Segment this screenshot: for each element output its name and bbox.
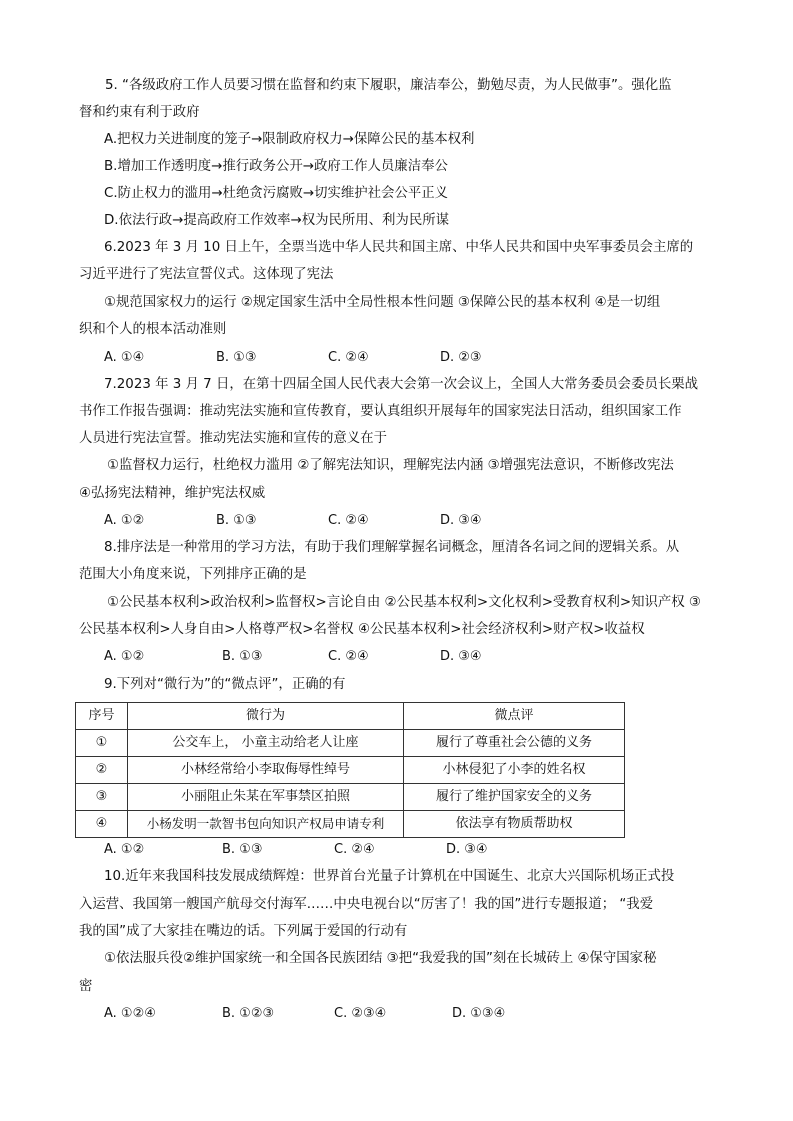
q5-option-c: C.防止权力的滥用→杜绝贪污腐败→切实维护社会公平正义: [104, 186, 449, 201]
table-cell: 依法享有物质帮助权: [404, 811, 625, 838]
q5-stem-line1: 5. “各级政府工作人员要习惯在监督和约束下履职，廉洁奉公，勤勉尽责，为人民做事”。强化监: [105, 78, 672, 93]
q7-option-b: B. ①③: [216, 513, 257, 528]
q9-table: [75, 702, 625, 838]
q10-option-c: C. ②③④: [334, 1006, 387, 1021]
table-cell: 履行了尊重社会公德的义务: [404, 730, 625, 757]
q10-statements-line2: 密: [79, 979, 93, 994]
q8-option-d: D. ③④: [440, 649, 482, 664]
q10-option-d: D. ①③④: [452, 1006, 506, 1021]
q7-statements-line2: ④弘扬宪法精神，维护宪法权威: [79, 486, 266, 501]
q5-stem-line2: 督和约束有利于政府: [79, 105, 200, 120]
q8-stem-line2: 范围大小角度来说，下列排序正确的是: [79, 567, 307, 582]
q10-stem-line2: 入运营、我国第一艘国产航母交付海军……中央电视台以“厉害了！我的国”进行专题报道； “我爱: [79, 897, 654, 912]
q5-option-b: B.增加工作透明度→推行政务公开→政府工作人员廉洁奉公: [104, 159, 448, 174]
q7-option-a: A. ①②: [104, 513, 145, 528]
table-cell: ④: [76, 811, 128, 838]
q7-stem-line1: 7.2023 年 3 月 7 日，在第十四届全国人民代表大会第一次会议上，全国人大常务委员会委员长栗战: [104, 377, 699, 392]
q9-option-a: A. ①②: [104, 842, 145, 857]
table-row: [76, 730, 625, 757]
table-cell: 公交车上， 小童主动给老人让座: [128, 730, 404, 757]
q7-statements-line1: ①监督权力运行，杜绝权力滥用 ②了解宪法知识，理解宪法内涵 ③增强宪法意识，不断修改宪法: [107, 458, 674, 473]
q8-stem-line1: 8.排序法是一种常用的学习方法，有助于我们理解掌握名词概念，厘清各名词之间的逻辑关系。从: [104, 540, 680, 555]
table-header-cell: 序号: [76, 703, 128, 730]
q7-stem-line3: 人员进行宪法宣誓。推动宪法实施和宣传的意义在于: [79, 431, 387, 446]
table-row: [76, 757, 625, 784]
q6-stem-line2: 习近平进行了宪法宣誓仪式。这体现了宪法: [79, 267, 334, 282]
q10-statements-line1: ①依法服兵役②维护国家统一和全国各民族团结 ③把“我爱我的国”刻在长城砖上 ④保守国家秘: [104, 951, 657, 966]
q6-option-a: A. ①④: [104, 350, 145, 365]
q6-option-c: C. ②④: [328, 350, 369, 365]
q9-stem: 9.下列对“微行为”的“微点评”，正确的有: [104, 677, 346, 692]
table-header-row: [76, 703, 625, 730]
table-cell: 小杨发明一款智书包向知识产权局申请专利: [128, 811, 404, 838]
table-cell: 小林侵犯了小李的姓名权: [404, 757, 625, 784]
q6-option-d: D. ②③: [440, 350, 482, 365]
table-header-cell: 微行为: [128, 703, 404, 730]
q6-statements-line2: 织和个人的根本活动准则: [79, 322, 227, 337]
q9-option-d: D. ③④: [446, 842, 488, 857]
q6-stem-line1: 6.2023 年 3 月 10 日上午，全票当选中华人民共和国主席、中华人民共和国中央军事委员会主席的: [104, 240, 694, 255]
q8-statements-line2: 公民基本权利>人身自由>人格尊严权>名誉权 ④公民基本权利>社会经济权利>财产权>收益权: [79, 622, 645, 637]
table-cell: ③: [76, 784, 128, 811]
table-cell: ②: [76, 757, 128, 784]
q9-option-c: C. ②④: [334, 842, 375, 857]
q10-option-b: B. ①②③: [222, 1006, 275, 1021]
table-header-cell: 微点评: [404, 703, 625, 730]
q9-option-b: B. ①③: [222, 842, 263, 857]
q5-option-a: A.把权力关进制度的笼子→限制政府权力→保障公民的基本权利: [104, 132, 475, 147]
q8-option-a: A. ①②: [104, 649, 145, 664]
table-cell: 小丽阻止朱某在军事禁区拍照: [128, 784, 404, 811]
table-row: [76, 811, 625, 838]
q7-option-c: C. ②④: [328, 513, 369, 528]
q8-option-b: B. ①③: [222, 649, 263, 664]
q7-stem-line2: 书作工作报告强调：推动宪法实施和宣传教育，要认真组织开展每年的国家宪法日活动，组织国家工作: [79, 404, 682, 419]
table-cell: 小林经常给小李取侮辱性绰号: [128, 757, 404, 784]
table-cell: 履行了维护国家安全的义务: [404, 784, 625, 811]
q6-statements-line1: ①规范国家权力的运行 ②规定国家生活中全局性根本性问题 ③保障公民的基本权利 ④是一切组: [104, 295, 661, 310]
q8-option-c: C. ②④: [328, 649, 369, 664]
q7-option-d: D. ③④: [440, 513, 482, 528]
q10-stem-line1: 10.近年来我国科技发展成绩辉煌：世界首台光量子计算机在中国诞生、北京大兴国际机场正式投: [104, 869, 675, 884]
q8-statements-line1: ①公民基本权利>政治权利>监督权>言论自由 ②公民基本权利>文化权利>受教育权利>知识产权 ③: [107, 595, 701, 610]
q5-option-d: D.依法行政→提高政府工作效率→权为民所用、利为民所谋: [104, 213, 449, 228]
table-row: [76, 784, 625, 811]
q10-option-a: A. ①②④: [104, 1006, 156, 1021]
q10-stem-line3: 我的国”成了大家挂在嘴边的话。下列属于爱国的行动有: [79, 924, 408, 939]
table-cell: ①: [76, 730, 128, 757]
q6-option-b: B. ①③: [216, 350, 257, 365]
